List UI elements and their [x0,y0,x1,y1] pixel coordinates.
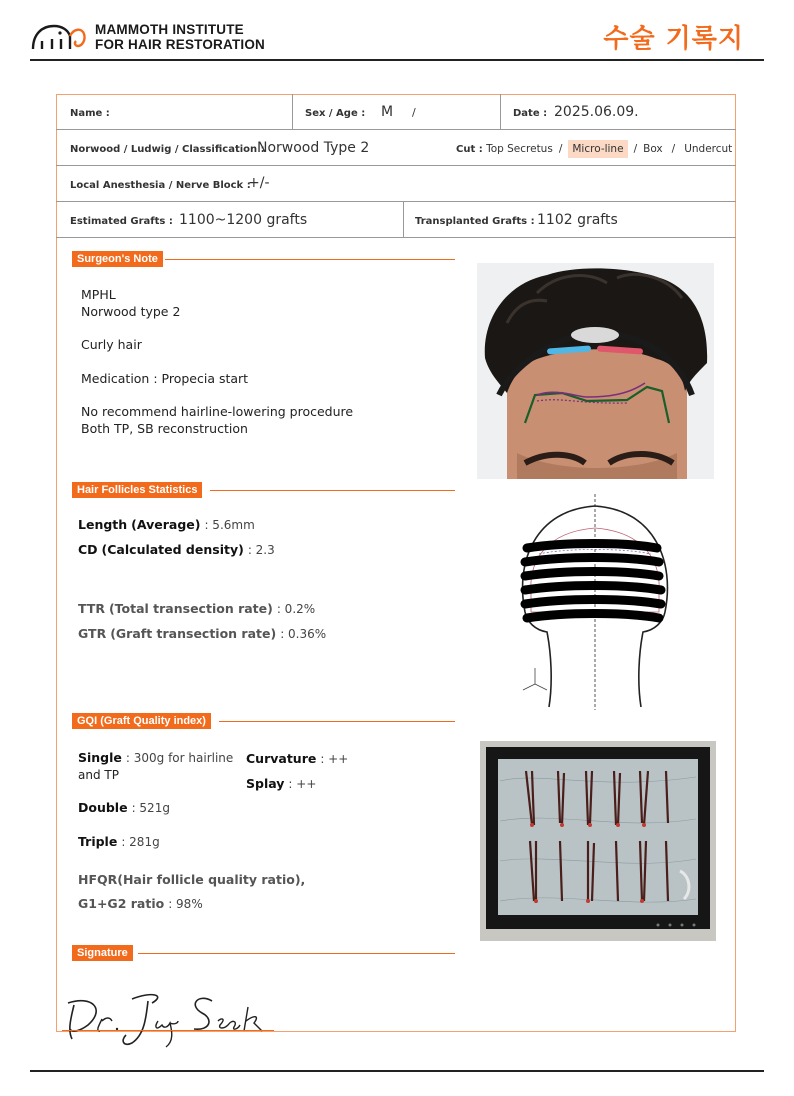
note-line: Both TP, SB reconstruction [81,421,248,436]
stat-value: : 281g [121,835,160,849]
stat-label: Single [78,750,122,765]
logo-line2: FOR HAIR RESTORATION [95,37,266,52]
section-rule [138,953,455,954]
section-rule [210,490,455,491]
divider [500,94,501,130]
estimated-grafts-label: Estimated Grafts : [70,216,173,227]
stat-label: CD [78,542,98,557]
stat-label: TTR [78,601,105,616]
stat-paren: (Calculated density) [101,542,244,557]
splay-stat [246,776,316,791]
cut-options [456,140,732,158]
cut-separator: / [671,143,676,155]
double-stat [78,800,170,815]
signature-line [62,1030,274,1031]
transplanted-grafts-label: Transplanted Grafts : [415,216,535,227]
stat-label: GTR [78,626,107,641]
estimated-grafts-field[interactable]: 1100~1200 grafts [179,212,308,228]
elephant-logo-icon [30,22,92,52]
anesthesia-label: Local Anesthesia / Nerve Block : [70,180,251,191]
stat-paren: (Average) [131,517,201,532]
transplanted-grafts-field[interactable]: 1102 grafts [537,212,618,228]
stat-value: and TP [78,768,119,782]
stat-value: : 300g for hairline [125,751,234,765]
triple-stat [78,834,160,849]
length-stat [78,517,255,532]
stat-label: Curvature [246,751,317,766]
cut-separator: / [558,143,563,155]
cut-option-undercut[interactable]: Undercut [684,143,733,155]
g1g2-stat [78,896,203,911]
logo-line1: MAMMOTH INSTITUTE [95,22,244,37]
gqi-heading: GQI (Graft Quality index) [72,713,211,729]
stat-value: : ++ [288,777,317,791]
ttr-stat [78,601,315,616]
curvature-stat [246,751,348,766]
date-label: Date : [513,108,548,119]
stat-label: Double [78,800,128,815]
section-rule [219,721,455,722]
signature-image [62,985,274,1053]
hair-follicles-statistics-heading: Hair Follicles Statistics [72,482,202,498]
classification-label: Norwood / Ludwig / Classification : [70,144,265,155]
cut-label: Cut : [456,144,483,155]
hfqr-stat [78,872,305,887]
date-field[interactable]: 2025.06.09. [554,104,639,120]
graft-monitor-photo [480,741,716,941]
section-rule [165,259,455,260]
stat-paren: (Graft transection rate) [110,626,277,641]
stat-value: : 521g [131,801,170,815]
sex-age-label: Sex / Age : [305,108,366,119]
stat-value: : 5.6mm [204,518,255,532]
logo-text [95,22,265,52]
divider [292,94,293,130]
stat-label: G1+G2 ratio [78,896,165,911]
cut-separator: / [633,143,638,155]
stat-value: : 0.36% [280,627,327,641]
note-line: Medication : Propecia start [81,371,249,386]
cut-option-micro-line[interactable]: Micro-line [568,140,627,158]
note-line: Curly hair [81,337,142,352]
anesthesia-field[interactable]: +/- [248,175,270,191]
stat-value: : 2.3 [247,543,275,557]
footer-divider [30,1070,764,1072]
stat-label: Splay [246,776,285,791]
stat-value: : 0.2% [276,602,316,616]
note-line: No recommend hairline-lowering procedure [81,404,354,419]
header-divider [30,59,764,61]
surgeons-note-heading: Surgeon's Note [72,251,163,267]
gtr-stat [78,626,326,641]
cd-stat [78,542,275,557]
sex-age-separator: / [412,106,416,119]
single-stat [78,750,233,765]
classification-field[interactable]: Norwood Type 2 [257,140,370,156]
signature-heading: Signature [72,945,133,961]
stat-label: HFQR(Hair follicle quality ratio), [78,872,306,887]
divider [403,202,404,238]
cut-option-top-secretus[interactable]: Top Secretus [486,143,553,155]
note-line: Norwood type 2 [81,304,181,319]
page-title: 수술 기록지 [603,24,744,54]
patient-hairline-photo [477,263,714,479]
stat-value: : 98% [168,897,203,911]
note-line: MPHL [81,287,116,302]
name-label: Name : [70,108,110,119]
donor-area-head-diagram [505,492,685,712]
stat-label: Triple [78,834,118,849]
sex-field[interactable]: M [381,104,394,120]
stat-value: : ++ [320,752,349,766]
cut-option-box[interactable]: Box [643,143,663,155]
stat-label: Length [78,517,128,532]
stat-paren: (Total transection rate) [108,601,273,616]
single-stat-cont [78,767,119,782]
